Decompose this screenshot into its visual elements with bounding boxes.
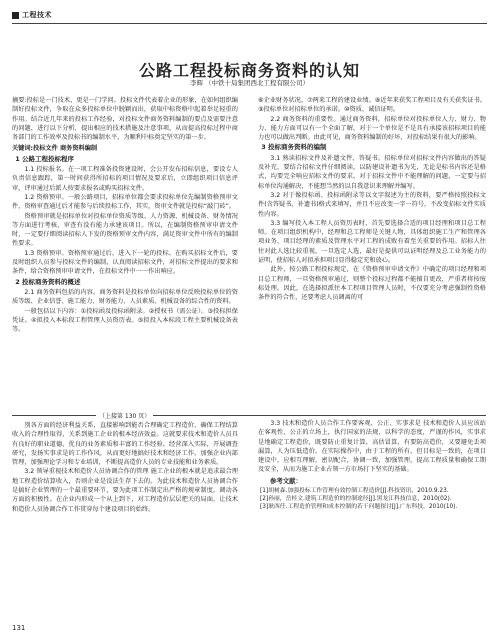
references-heading: 参考文献： <box>270 476 302 485</box>
paragraph: 资格预审就是招标单位对投标单位资质等级、人力资源、机械设备、财务情况等方面进行考核，审查有没有能力承建该项目。所以，在编制资格预审申请文件时，一定要仔细阅读招标人下发的资格预审文件内容，满足资审文件中所有的编制性要求。 <box>12 212 238 248</box>
reference-item: [2]孙丽，岳桂文.建筑工程造价的控制途径[J].黑龙江科技信息，2010(02). <box>260 496 452 503</box>
paragraph: 1.2 资格预审。一般公路项目，招标单位都会要求投标单位先编制资格预审文件，资格审查通过后才能参与后续投标工作，其实，资审文件就是投标“敲门砖”。 <box>12 193 238 211</box>
page-number: 131 <box>12 624 26 632</box>
right-column-top <box>258 96 486 303</box>
paragraph: 3.2 对于像投标函、投标函附录等以文字叙述为主的资料，要严格按照投标文件(含答疑书、补遗书)格式来填写，并且不应改变一字一符号，不改变招标文件实质性内容。 <box>258 191 486 218</box>
section-header <box>12 8 52 22</box>
continuation-rule <box>12 415 486 416</box>
reference-item: [3]耿西任.工程造价管理和成本控制的若干问题探讨[J].广东科技，2010(10). <box>260 504 458 511</box>
paragraph: 3.2 领导重视技术和造价人员协调合作的管理 施工企业的根本就是追求最合理地工程造价结算收入，否则企业是没法生存下去的。为此技术和造价人员协调合作是搞好企业管理的一个最重要环节，要为此项工作制定出严格的规章制度，调动各方面的积极性。在企业内形成一个从上到下，对工程造价层层把关的局面，让技术和造价人员协调合作工作贯穿每个建设项目的始终。 <box>12 468 238 513</box>
article-title: 公路工程投标商务资料的认知 <box>138 61 360 80</box>
keywords: 关键词:投标文件 商务资料编制 <box>12 145 98 153</box>
left-column-bottom <box>12 421 238 514</box>
paragraph: 此外，按公路工程投标规定，在《资格预审申请文件》中确定的项目经理和项目总工程师，一旦资格预审通过，则整个投标过程都不能擅自更改，严重者将按废标处理。因此，在选择拟派往本工程项目管理人员时，不仅要充分考虑强制性资格条件的符合性，还要考虑人员调离的可 <box>258 266 486 302</box>
paragraph: 1.1 投标报名。在一项工程准备投资建设时，会公开发布招标信息，要设专人负责信息跟踪，第一时间获得所招标的项目情况及要求后，立即组织项目信息评审，评审通过后派人按要求报名或购买招标文件。 <box>12 166 238 192</box>
paragraph: ⑥企业财务状况。⑦两来工程的建设业绩。⑧近年来获奖工程项目及有关获奖证书。⑨投标单位对招标单位的承诺。⑩资质、诚信证明。 <box>258 97 486 114</box>
section-label: 工程技术 <box>22 11 52 19</box>
paragraph: 3.1 熟读招标文件及补遗文件、答疑书。招标单位对招标文件内容做出的答疑及补充，要结合招标文件仔细阅读，以防建设补遗书为先，无论是标书内容还是格式，均要完全响应招标文件的要求。对于招标文件中不能理解的问题，一定要与招标单位沟通解决，不能想当然的以自我意识来理解并编写。 <box>258 154 486 190</box>
section-marker-icon <box>12 12 19 19</box>
paragraph: 3.3 编写投入本工程人员资历表时，首先要选择合适的项目经理和项目总工程师。在项目组织机构中，经理和总工程师是关键人物，具体组织施工生产和管理各项业务，项目经理的素质及管理水平对工程的成败有着至关重要的作用。招标人往往对此人选比较重视，一旦选定人选，最好是提供可以证明经理及总工业务能力的证明，使招标人对拟承担项目显得稳定充和放心。 <box>258 219 486 265</box>
right-column-bottom <box>258 419 486 511</box>
reference-item: [1]胡树森.加强投标工作管理有效控制工程造价[J].科技资讯，2010.9.23. <box>260 488 449 495</box>
paragraph: 一般包括以下内容：①投标函及投标函附录。②授权书（需公证）。③投标担保凭证。④拟投入本标段工程管理人员资历表。⑤拟投入本标段工程主要机械设备表等。 <box>12 307 238 334</box>
article-author: 李辉 （中铁十局集团西北工程有限公司） <box>189 79 310 87</box>
paragraph: 2.2 商务资料的重要性。通过商务资料，招标单位对投标单位人力、财力、物力、能力方面可以有一个全面了解，对于一个单位是不是具有承接该招标项目的能力也可以做出判断。由此可见，商务资料编制的好坏，对投标结果有很大的影响。 <box>258 115 486 142</box>
section-heading-1: 1 公路工程投标程序 <box>15 154 75 163</box>
header-rule <box>12 23 487 24</box>
left-column-top <box>12 96 238 334</box>
abstract: 摘要:投标是一门技术，更是一门学问。投标文件代表着企业的形象，在如何组织编制好投标文件，争取在众多投标单位中脱颖而出，获取中标资格中起着举足轻重的作用。结合近几年来的投标工作经验，对投标文件商务资料编制的要点及需要注意的问题，进行以下分析，提出相应的技术措施及注意事项，从而提高投标过程中商务部门的工作效率及投标书的编制水平，为顺利中标奠定坚实的第一步。 <box>12 97 238 142</box>
paragraph: 别各方面的经济利益关系，直接影响到能否合理确定工程造价，确保工程结算收入的合理性取得，关系到施工企业的根本经济效益。这就要求技术和造价人员具有良好的职业道德、优良的业务素质和丰富的工作经验。经营深入实际，开展调查研究，发扬实事求是的工作作风，从而更好地搞好技术和经济工作。加强企业内部管理，加强理论学习和专业培训，不断提高造价人员的专业技能和业务素质。 <box>12 422 238 467</box>
paragraph: 2.1 商务资料包括的内容。商务资料是投标单位向招标单位反映投标单位的资质等级、企业信誉、施工能力、财务能力、人员素质、机械设备的综合性的资料。 <box>12 288 238 306</box>
paragraph: 3.3 技术和造价人员合作工作要客观、公正、实事求是 技术和造价人员应该站在客观性、公正的立场上，执行国家的法规，以科学的态度，严谨的作风，实事求是地确定工程造价，既要防止重复计算，高估冒算，有要防高造价，又要避免丢项漏算，人为压低造价。在实际操作中，由于工程的所有，但目标是一致的，在项目建设中，应相互理解，密切配合，协调一致，加强管理，提高工程质量和确保工期及安全，从而为施工企业占领一方市场打下坚实的基础。 <box>258 420 486 474</box>
continuation-note: （上接第 130 页） <box>96 411 153 420</box>
section-heading-2: 2 投标商务资料的概述 <box>15 277 81 286</box>
paragraph: 1.3 资格预审。资格预审通过后，进入下一轮的投标。在购买招标文件后，要及时组织人员参与投标文件的编制，认真阅读招标文件，对招标文件提出的要求和条件，给合资格预审申请文件，在投标文件中一一作出响应。 <box>12 249 238 276</box>
section-heading-3: 3 投标商务资料的编制 <box>261 143 327 152</box>
